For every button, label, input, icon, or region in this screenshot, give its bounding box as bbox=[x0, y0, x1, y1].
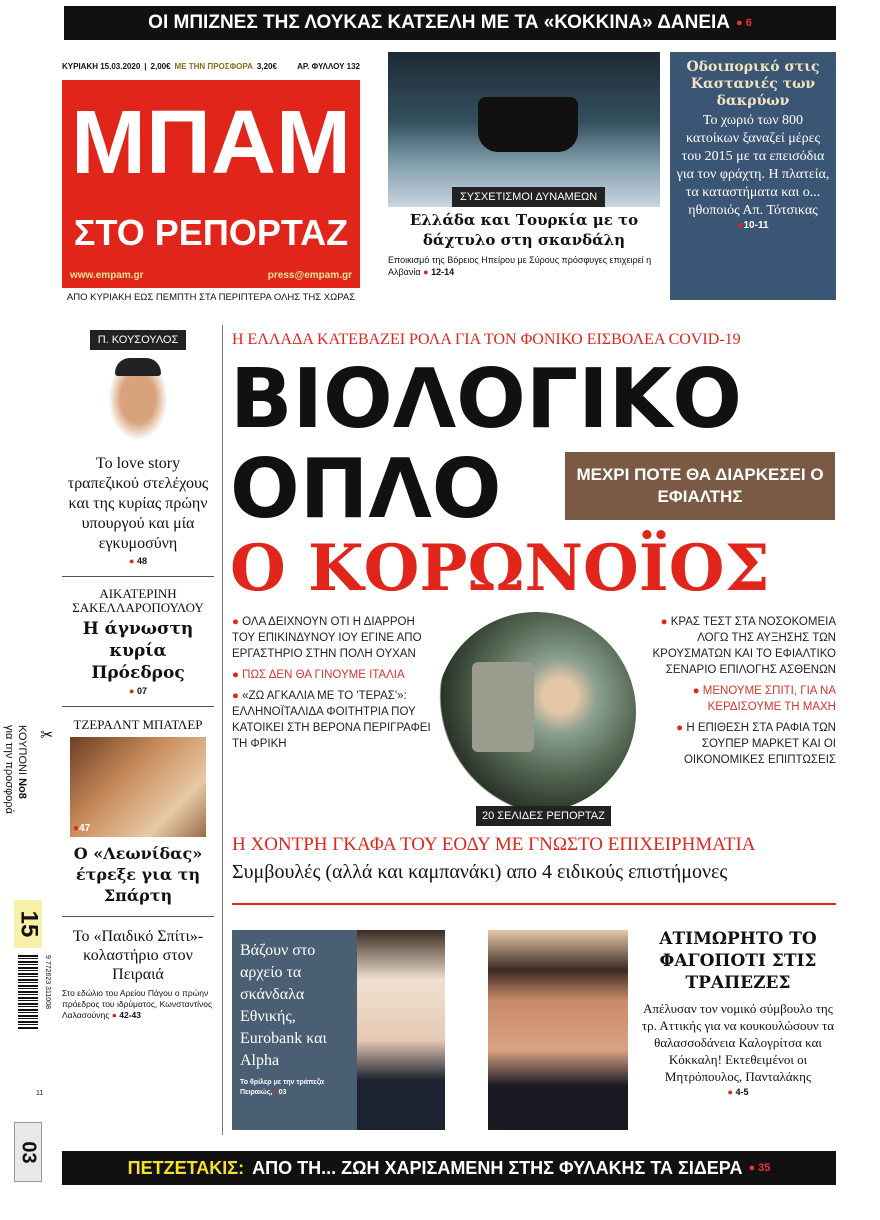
divider bbox=[62, 706, 214, 707]
blue-box-headline: Οδοιπορικό στις Καστανιές των δακρύων bbox=[686, 59, 820, 109]
headline-line2[interactable]: ΟΠΛΟ bbox=[230, 442, 502, 537]
headline-line3[interactable]: Ο ΚΟΡΩΝΟΪΟΣ bbox=[230, 531, 770, 606]
top-banner[interactable] bbox=[64, 6, 836, 40]
email: press@empam.gr bbox=[267, 270, 352, 281]
banks-box[interactable] bbox=[232, 930, 357, 1130]
actor-photo bbox=[70, 737, 206, 837]
author-label: Π. ΚΟΥΣΟΥΛΟΣ bbox=[90, 330, 187, 350]
bullet-item[interactable]: ● ΠΩΣ ΔΕΝ ΘΑ ΓΙΝΟΥΜΕ ΙΤΑΛΙΑ bbox=[232, 669, 405, 681]
blue-box-text: Το χωριό των 800 κατοίκων ξαναζεί μέρες του 2015 με τα επεισόδια για τον φράχτη. Η πλατεία, τα καταστήματα και ο... ηθοποιός Απ. Τότσικας bbox=[676, 113, 830, 218]
subheadline[interactable]: Συμβουλές (αλλά και καμπανάκι) απο 4 ειδικούς επιστήμονες bbox=[232, 861, 728, 883]
day-number: 15 bbox=[14, 900, 42, 948]
tank-photo bbox=[388, 52, 660, 207]
person-name: ΤΖΕΡΑΛΝΤ ΜΠΑΤΛΕΡ bbox=[73, 717, 203, 732]
bullet-item[interactable]: ● ΚΡΑΣ ΤΕΣΤ ΣΤΑ ΝΟΣΟΚΟΜΕΙΑ ΛΟΓΩ ΤΗΣ ΑΥΞΗΣΗΣ ΤΩΝ ΚΡΟΥΣΜΑΤΩΝ ΚΑΙ ΤΟ ΕΦΙΑΛΤΙΚΟ ΣΕΝΑΡΙΟ ΕΠΙΛΟΓΗΣ ΑΣΘΕΝΩΝ bbox=[652, 616, 836, 676]
barcode[interactable] bbox=[18, 955, 38, 1030]
price: 2,00€ bbox=[150, 62, 171, 71]
column-text[interactable]: Το love story τραπεζικού στελέχους και της κυρίας πρώην υπουργού και μία εγκυμοσύνη bbox=[67, 455, 209, 552]
top-story-block bbox=[388, 210, 660, 278]
divider bbox=[62, 576, 214, 577]
website: www.empam.gr bbox=[70, 270, 144, 281]
column-divider bbox=[222, 325, 223, 1135]
tank-shape bbox=[478, 97, 578, 152]
bullet-item[interactable]: ● Η ΕΠΙΘΕΣΗ ΣΤΑ ΡΑΦΙΑ ΤΩΝ ΣΟΥΠΕΡ ΜΑΡΚΕΤ ΚΑΙ ΟΙ ΟΙΚΟΝΟΜΙΚΕΣ ΕΠΙΠΤΩΣΕΙΣ bbox=[676, 722, 836, 766]
date: ΚΥΡΙΑΚΗ 15.03.2020 bbox=[62, 62, 141, 71]
headline-line1[interactable]: ΒΙΟΛΟΓΙΚΟ bbox=[230, 352, 742, 447]
page-ref: ●10-11 bbox=[737, 220, 769, 231]
page-ref: ● 35 bbox=[748, 1162, 771, 1174]
bullets-left bbox=[232, 614, 432, 757]
issue-number: ΑΡ. ΦΥΛΛΟΥ 132 bbox=[297, 62, 360, 71]
red-rule bbox=[232, 903, 836, 905]
nightmare-box: ΜΕΧΡΙ ΠΟΤΕ ΘΑ ΔΙΑΡΚΕΣΕΙ Ο ΕΦΙΑΛΤΗΣ bbox=[565, 452, 835, 520]
coupon-label: ΚΟΥΠΟΝΙ No8 για την προσφορά bbox=[3, 725, 28, 814]
bullet-item[interactable]: ● «ΖΩ ΑΓΚΑΛΙΑ ΜΕ ΤΟ 'ΤΕΡΑΣ'»: ΕΛΛΗΝΟΪΤΑΛΙΔΑ ΦΟΙΤΗΤΡΙΑ ΠΟΥ ΚΑΤΟΙΚΕΙ ΣΤΗ ΒΕΡΟΝΑ ΠΕΡΙΓΡΑΦΕΙ ΤΗ ΦΡΙΚΗ bbox=[232, 690, 431, 750]
bullets-right bbox=[640, 614, 836, 773]
page-ref: ● 48 bbox=[129, 556, 147, 566]
logo[interactable] bbox=[62, 80, 360, 288]
bullet-item[interactable]: ● ΜΕΝΟΥΜΕ ΣΠΙΤΙ, ΓΙΑ ΝΑ ΚΕΡΔΙΣΟΥΜΕ ΤΗ ΜΑΧΗ bbox=[692, 685, 836, 713]
logo-line1: ΜΠΑΜ bbox=[71, 93, 351, 193]
report-pages-label: 20 ΣΕΛΙΔΕΣ ΡΕΠΟΡΤΑΖ bbox=[476, 806, 611, 826]
main-kicker: Η ΕΛΛΑΔΑ ΚΑΤΕΒΑΖΕΙ ΡΟΛΑ ΓΙΑ ΤΟΝ ΦΟΝΙΚΟ ΕΙΣΒΟΛΕΑ COVID-19 bbox=[232, 331, 741, 348]
banks-box-text: Βάζουν στο αρχείο τα σκάνδαλα Εθνικής, Eurobank και Alpha bbox=[240, 942, 327, 1069]
top-banner-text: ΟΙ ΜΠΙΖΝΕΣ ΤΗΣ ΛΟΥΚΑΣ ΚΑΤΣΕΛΗ ΜΕ ΤΑ «ΚΟΚΚΙΝΑ» ΔΑΝΕΙΑ bbox=[148, 12, 730, 33]
offer-label: ΜΕ ΤΗΝ ΠΡΟΣΦΟΡΑ bbox=[174, 62, 253, 71]
page-ref: ● 6 bbox=[736, 17, 752, 29]
secondary-kicker[interactable]: Η ΧΟΝΤΡΗ ΓΚΑΦΑ ΤΟΥ ΕΟΔΥ ΜΕ ΓΝΩΣΤΟ ΕΠΙΧΕΙΡΗΜΑΤΙΑ bbox=[232, 834, 756, 855]
author-portrait bbox=[103, 358, 173, 448]
story-summary: Στο εδώλιο του Αρείου Πάγου ο πρώην πρόεδρος του ιδρύματος, Κωνσταντίνος Λαλασούνης ● 42-43 bbox=[62, 988, 213, 1020]
story-headline[interactable]: Το «Παιδικό Σπίτι»-κολαστήριο στον Πειραιά bbox=[72, 928, 204, 983]
story-headline[interactable]: Ο «Λεωνίδας» έτρεξε για τη Σπάρτη bbox=[73, 844, 203, 905]
banks-text: Απέλυσαν τον νομικό σύμβουλο της τρ. Αττικής για να κουκουλώσουν τα θαλασσοδάνεια Καλογρίτσα και Κόκκαλη! Εκτεθειμένοι οι Μητρόπουλος, Πανταλάκης bbox=[641, 1001, 835, 1084]
banker-photo-2 bbox=[488, 930, 628, 1130]
top-story-summary: Εποικισμό της Βόρειος Ηπείρου με Σύρους πρόσφυγες επιχειρεί η Αλβανία ● 12-14 bbox=[388, 255, 652, 277]
section-label: ΣΥΣΧΕΤΙΣΜΟΙ ΔΥΝΑΜΕΩΝ bbox=[452, 187, 605, 207]
padlock-shape bbox=[472, 662, 534, 752]
offer-price: 3,20€ bbox=[256, 62, 277, 71]
bottom-banner[interactable] bbox=[62, 1151, 836, 1185]
issue-code: 11 bbox=[36, 1090, 44, 1097]
bullet-item[interactable]: ● ΟΛΑ ΔΕΙΧΝΟΥΝ ΟΤΙ Η ΔΙΑΡΡΟΗ ΤΟΥ ΕΠΙΚΙΝΔΥΝΟΥ ΙΟΥ ΕΓΙΝΕ ΑΠΟ ΕΡΓΑΣΤΗΡΙΟ ΣΤΗΝ ΠΟΛΗ ΟΥΧΑΝ bbox=[232, 616, 422, 660]
tagline: ΑΠΟ ΚΥΡΙΑΚΗ ΕΩΣ ΠΕΜΠΤΗ ΣΤΑ ΠΕΡΙΠΤΕΡΑ ΟΛΗΣ ΤΗΣ ΧΩΡΑΣ bbox=[66, 292, 356, 303]
left-column bbox=[62, 330, 214, 1021]
virus-lock-image bbox=[436, 612, 636, 812]
banks-box-sub: Το θρίλερ με την τράπεζα Πειραιώς, ●03 bbox=[240, 1079, 324, 1096]
barcode-number: 9 772623 311008 bbox=[44, 955, 51, 1009]
banks-story bbox=[640, 928, 836, 1097]
scissors-icon: ✂ bbox=[40, 727, 54, 744]
page-ref: ● 07 bbox=[129, 686, 147, 696]
story-headline[interactable]: Η άγνωστη κυρία Πρόεδρος bbox=[82, 619, 194, 683]
logo-line2: ΣΤΟ ΡΕΠΟΡΤΑΖ bbox=[73, 212, 349, 253]
banner-text: ΑΠΟ ΤΗ... ΖΩΗ ΧΑΡΙΣΑΜΕΝΗ ΣΤΗΣ ΦΥΛΑΚΗΣ ΤΑ ΣΙΔΕΡΑ bbox=[252, 1157, 743, 1178]
banks-headline[interactable]: ΑΤΙΜΩΡΗΤΟ ΤΟ ΦΑΓΟΠΟΤΙ ΣΤΙΣ ΤΡΑΠΕΖΕΣ bbox=[659, 929, 817, 993]
divider bbox=[62, 916, 214, 917]
section-number: 03 bbox=[14, 1122, 42, 1182]
banker-photo-1 bbox=[357, 930, 445, 1130]
blue-box-story[interactable] bbox=[670, 52, 836, 300]
top-story-headline[interactable]: Ελλάδα και Τουρκία με το δάχτυλο στη σκανδάλη bbox=[409, 211, 639, 249]
banner-name: ΠΕΤΖΕΤΑΚΙΣ: bbox=[127, 1157, 245, 1178]
masthead-info: ΚΥΡΙΑΚΗ 15.03.2020 | 2,00€ ΜΕ ΤΗΝ ΠΡΟΣΦΟΡΑ 3,20€ ΑΡ. ΦΥΛΛΟΥ 132 bbox=[62, 62, 360, 71]
page-ref: ● 4-5 bbox=[727, 1087, 749, 1097]
person-name: ΑΙΚΑΤΕΡΙΝΗ ΣΑΚΕΛΛΑΡΟΠΟΥΛΟΥ bbox=[72, 586, 204, 615]
page-ref: ●47 bbox=[73, 823, 91, 834]
